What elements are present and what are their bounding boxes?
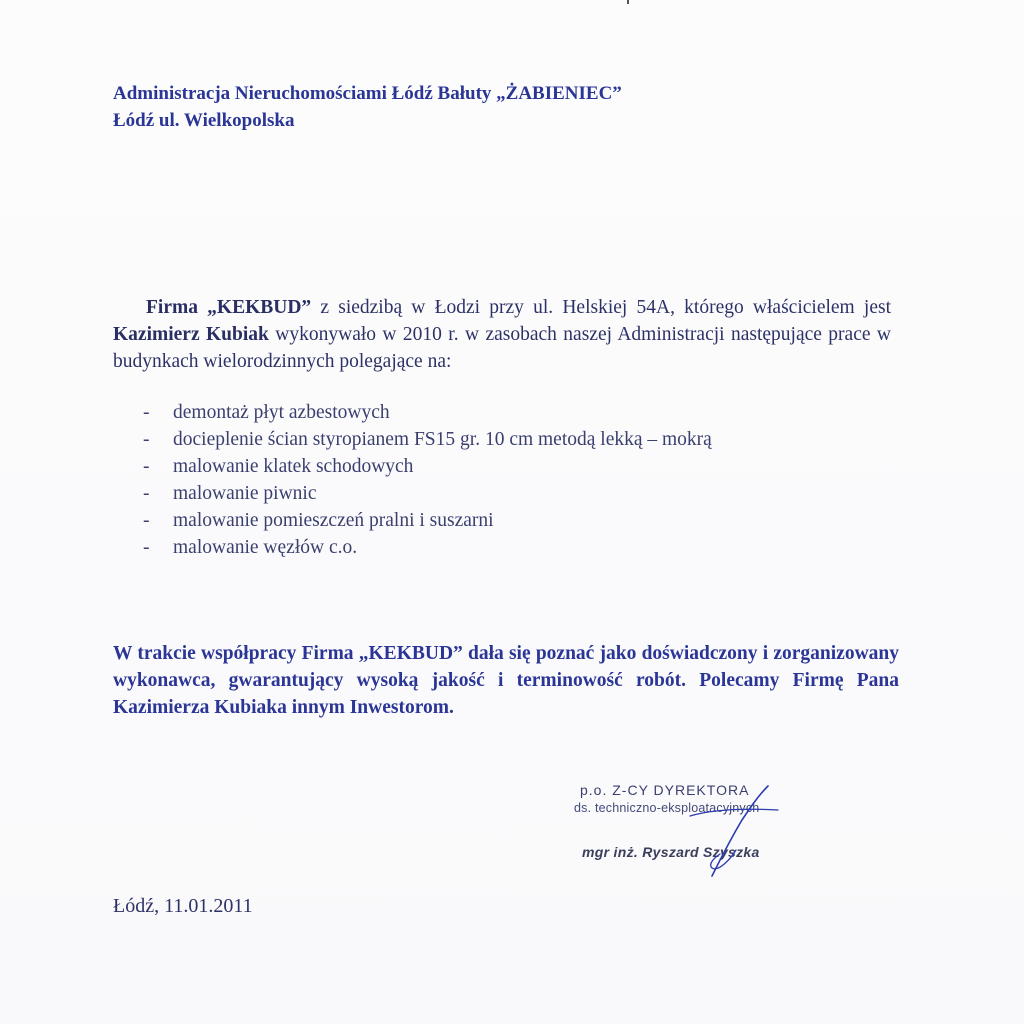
list-marker: - bbox=[143, 402, 150, 423]
addressee-line-1: Administracja Nieruchomościami Łódź Bałuty „ŻABIENIEC” bbox=[113, 83, 622, 104]
list-item bbox=[143, 507, 712, 534]
addressee-line-2: Łódź ul. Wielkopolska bbox=[113, 110, 295, 131]
scan-mark bbox=[627, 0, 629, 4]
list-marker: - bbox=[143, 510, 150, 531]
list-item bbox=[143, 453, 712, 480]
signature-block bbox=[560, 782, 820, 882]
addressee-block bbox=[113, 80, 622, 134]
list-marker: - bbox=[143, 456, 150, 477]
owner-name: Kazimierz Kubiak bbox=[113, 324, 269, 345]
list-item-text: malowanie węzłów c.o. bbox=[173, 537, 358, 558]
list-item-text: malowanie klatek schodowych bbox=[173, 456, 414, 477]
date-place: Łódź, 11.01.2011 bbox=[113, 895, 253, 917]
list-marker: - bbox=[143, 537, 150, 558]
intro-text-a: z siedzibą w Łodzi przy ul. Helskiej 54A, którego właścicielem jest bbox=[311, 297, 891, 318]
works-list bbox=[143, 399, 712, 561]
recommendation-paragraph: W trakcie współpracy Firma „KEKBUD” dała się poznać jako doświadczony i zorganizowany wykonawca, gwarantujący wysoką jakość i terminowość robót. Polecamy Firmę Pana Kazimierza Kubiaka innym Inwestorom. bbox=[113, 643, 899, 718]
list-item-text: malowanie piwnic bbox=[173, 483, 317, 504]
list-item bbox=[143, 399, 712, 426]
list-item bbox=[143, 534, 712, 561]
firm-name: Firma „KEKBUD” bbox=[146, 297, 312, 318]
list-item-text: malowanie pomieszczeń pralni i suszarni bbox=[173, 510, 494, 531]
list-item-text: demontaż płyt azbestowych bbox=[173, 402, 390, 423]
list-marker: - bbox=[143, 429, 150, 450]
intro-text-b: wykonywało w 2010 r. w zasobach naszej Administracji następujące prace w budynkach wielorodzinnych polegające na: bbox=[113, 324, 891, 372]
list-item bbox=[143, 480, 712, 507]
list-item bbox=[143, 426, 712, 453]
list-marker: - bbox=[143, 483, 150, 504]
handwritten-signature bbox=[650, 780, 790, 890]
signatory-title: p.o. Z-CY DYREKTORA bbox=[580, 782, 750, 798]
signatory-name: mgr inż. Ryszard Szyszka bbox=[582, 844, 760, 860]
signatory-department: ds. techniczno-eksploatacyjnych bbox=[574, 801, 760, 815]
intro-paragraph bbox=[113, 294, 891, 375]
list-item-text: docieplenie ścian styropianem FS15 gr. 10 cm metodą lekką – mokrą bbox=[173, 429, 712, 450]
